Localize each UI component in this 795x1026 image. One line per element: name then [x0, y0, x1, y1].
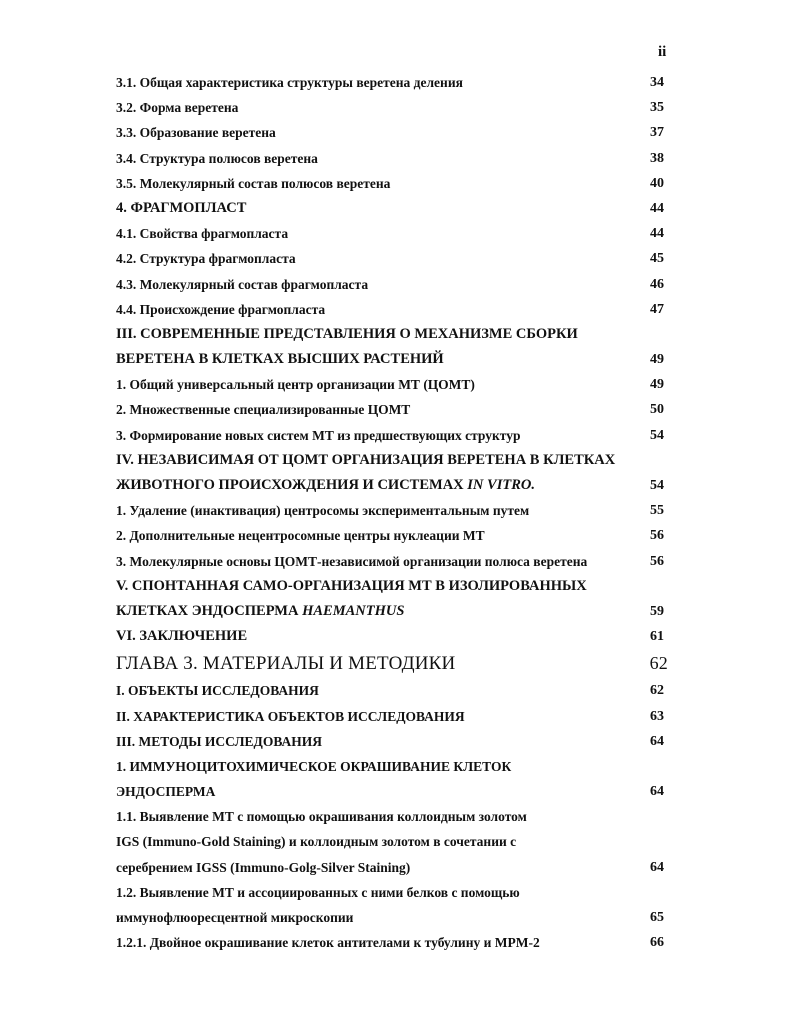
toc-entry-page: 55	[650, 503, 664, 519]
toc-entry-title: 4.1. Свойства фрагмопласта	[116, 226, 289, 242]
toc-entry	[116, 221, 676, 246]
toc-entry	[116, 880, 676, 905]
toc-entry-title: 3. Формирование новых систем МТ из предшествующих структур	[116, 427, 521, 443]
table-of-contents	[116, 70, 676, 955]
toc-entry	[116, 171, 676, 196]
toc-section-title-text: ЖИВОТНОГО ПРОИСХОЖДЕНИЯ И СИСТЕМАХ	[116, 477, 468, 493]
toc-section-title: 1. ИММУНОЦИТОХИМИЧЕСКОЕ ОКРАШИВАНИЕ КЛЕТОК	[116, 758, 512, 774]
toc-entry-title: 1.2.1. Двойное окрашивание клеток антителами к тубулину и MPM-2	[116, 935, 540, 951]
toc-section-title	[116, 599, 404, 624]
toc-entry	[116, 804, 676, 829]
toc-section-title: III. СОВРЕМЕННЫЕ ПРЕДСТАВЛЕНИЯ О МЕХАНИЗМЕ СБОРКИ	[116, 325, 578, 342]
toc-section-page: 54	[650, 478, 664, 493]
toc-section	[116, 678, 676, 703]
toc-entry	[116, 70, 676, 95]
toc-section	[116, 574, 676, 599]
toc-chapter-page: 62	[649, 653, 668, 674]
toc-section	[116, 599, 676, 624]
toc-entry-page: 56	[650, 528, 664, 544]
toc-entry	[116, 372, 676, 397]
toc-section-page: 49	[650, 352, 664, 368]
toc-section-title: V. СПОНТАННАЯ САМО-ОРГАНИЗАЦИЯ МТ В ИЗОЛИРОВАННЫХ	[116, 577, 587, 594]
toc-entry-page: 56	[650, 553, 664, 569]
toc-entry-title: иммунофлюоресцентной микроскопии	[116, 910, 354, 925]
toc-section	[116, 754, 676, 779]
toc-entry-title: 3.3. Образование веретена	[116, 125, 276, 141]
toc-entry-page: 54	[650, 427, 664, 443]
toc-entry-title: IGS (Immuno-Gold Staining) и коллоидным золотом в сочетании с	[116, 834, 517, 850]
toc-entry-page: 46	[650, 276, 664, 292]
toc-entry	[116, 523, 676, 548]
toc-section-title: 4. ФРАГМОПЛАСТ	[116, 199, 247, 216]
toc-entry-page: 35	[650, 100, 664, 116]
toc-entry	[116, 498, 676, 523]
toc-entry-title: 1.2. Выявление МТ и ассоциированных с ними белков с помощью	[116, 884, 520, 900]
toc-section	[116, 448, 676, 473]
toc-entry	[116, 146, 676, 171]
toc-section-page: 64	[650, 733, 664, 749]
toc-section-title: II. ХАРАКТЕРИСТИКА ОБЪЕКТОВ ИССЛЕДОВАНИЯ	[116, 708, 465, 724]
toc-entry	[116, 549, 676, 574]
toc-entry-title: серебрением IGSS (Immuno-Golg-Silver Staining)	[116, 859, 411, 875]
toc-entry-title: 2. Множественные специализированные ЦОМТ	[116, 402, 411, 418]
toc-section-title	[116, 473, 535, 498]
toc-section-title: ВЕРЕТЕНА В КЛЕТКАХ ВЫСШИХ РАСТЕНИЙ	[116, 351, 444, 368]
toc-entry-title: 4.4. Происхождение фрагмопласта	[116, 301, 326, 317]
toc-entry-page: 34	[650, 75, 664, 90]
toc-section-title-italic: HAEMANTHUS	[302, 602, 405, 619]
toc-entry	[116, 829, 676, 854]
toc-section	[116, 624, 676, 649]
toc-entry-title: 3.5. Молекулярный состав полюсов веретена	[116, 175, 391, 191]
toc-section	[116, 196, 676, 221]
toc-section-title-text: КЛЕТКАХ ЭНДОСПЕРМА	[116, 602, 303, 619]
toc-chapter	[116, 649, 676, 678]
toc-section-title-italic: IN VITRO.	[467, 477, 535, 493]
toc-section-title: ЭНДОСПЕРМА	[116, 784, 216, 800]
toc-entry-title: 3.2. Форма веретена	[116, 100, 239, 116]
toc-entry-title: 2. Дополнительные нецентросомные центры нуклеации МТ	[116, 528, 485, 544]
toc-section-page: 64	[650, 784, 664, 800]
toc-section-page: 61	[650, 629, 664, 645]
toc-entry-page: 44	[650, 226, 664, 242]
toc-section	[116, 704, 676, 729]
toc-entry	[116, 95, 676, 120]
toc-entry	[116, 397, 676, 422]
toc-section	[116, 779, 676, 804]
toc-entry-title: 3.4. Структура полюсов веретена	[116, 150, 318, 166]
toc-entry-page: 37	[650, 125, 664, 141]
toc-entry	[116, 120, 676, 145]
toc-entry-title: 3.1. Общая характеристика структуры веретена деления	[116, 75, 463, 90]
toc-entry-title: 4.2. Структура фрагмопласта	[116, 251, 296, 267]
toc-section-title: IV. НЕЗАВИСИМАЯ ОТ ЦОМТ ОРГАНИЗАЦИЯ ВЕРЕТЕНА В КЛЕТКАХ	[116, 451, 616, 468]
toc-entry-page: 49	[650, 377, 664, 393]
toc-entry-page: 47	[650, 301, 664, 317]
toc-section-page: 44	[650, 200, 664, 216]
toc-entry	[116, 297, 676, 322]
toc-entry	[116, 272, 676, 297]
toc-entry	[116, 905, 676, 930]
toc-entry-title: 3. Молекулярные основы ЦОМТ-независимой организации полюса веретена	[116, 553, 588, 569]
toc-section-title: I. ОБЪЕКТЫ ИССЛЕДОВАНИЯ	[116, 683, 319, 699]
toc-entry-title: 1.1. Выявление МТ с помощью окрашивания коллоидным золотом	[116, 809, 527, 825]
toc-section	[116, 729, 676, 754]
toc-section-page: 59	[650, 603, 664, 619]
toc-section-page: 62	[650, 683, 664, 699]
toc-entry-page: 38	[650, 150, 664, 166]
toc-entry-page: 40	[650, 175, 664, 191]
toc-entry	[116, 423, 676, 448]
toc-entry-title: 4.3. Молекулярный состав фрагмопласта	[116, 276, 369, 292]
toc-entry-page: 64	[650, 859, 664, 875]
toc-section-title: III. МЕТОДЫ ИССЛЕДОВАНИЯ	[116, 733, 323, 749]
toc-entry-page: 66	[650, 935, 664, 951]
toc-section	[116, 347, 676, 372]
toc-entry-title: 1. Удаление (инактивация) центросомы экспериментальным путем	[116, 503, 530, 519]
toc-entry-title: 1. Общий универсальный центр организации МТ (ЦОМТ)	[116, 377, 475, 393]
toc-entry	[116, 930, 676, 955]
toc-entry	[116, 246, 676, 271]
toc-section	[116, 322, 676, 347]
page-number: ii	[658, 44, 667, 60]
toc-section-page: 63	[650, 708, 664, 724]
toc-entry-page: 50	[650, 402, 664, 418]
toc-entry-page: 45	[650, 251, 664, 267]
toc-chapter-title: ГЛАВА 3. МАТЕРИАЛЫ И МЕТОДИКИ	[116, 653, 456, 675]
toc-entry-page: 65	[650, 910, 664, 925]
toc-entry	[116, 855, 676, 880]
toc-section	[116, 473, 676, 498]
toc-section-title: VI. ЗАКЛЮЧЕНИЕ	[116, 628, 248, 645]
